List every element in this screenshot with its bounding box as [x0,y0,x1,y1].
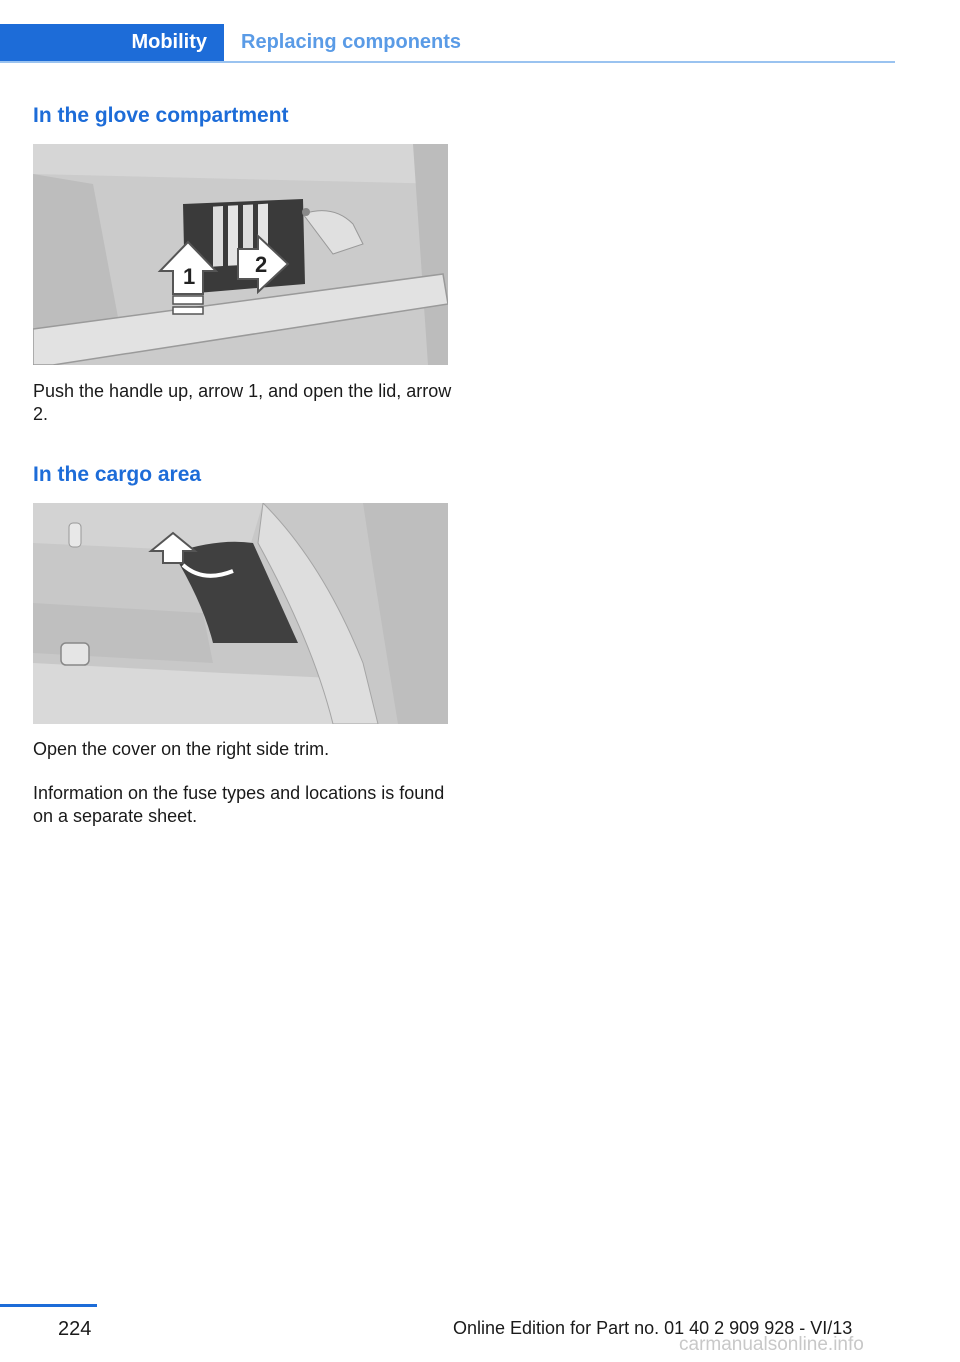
arrow-1-label: 1 [183,264,196,289]
header-rule [0,61,895,63]
glove-compartment-illustration [33,144,448,365]
glove-heading: In the glove compartment [33,104,289,127]
chapter-label: Mobility [131,31,207,53]
section-label: Replacing components [241,31,462,53]
cargo-heading: In the cargo area [33,463,202,486]
glove-instruction: Push the handle up, arrow 1, and open the lid, arrow 2. [33,381,452,424]
page-header [0,24,895,62]
chapter-tab[interactable] [0,24,224,61]
page-number: 224 [58,1318,92,1340]
edition-line: Online Edition for Part no. 01 40 2 909 928 - VI/13 [453,1318,853,1338]
cargo-instruction: Open the cover on the right side trim. [33,739,330,759]
watermark: carmanualsonline.info [679,1334,864,1355]
section-tab[interactable] [241,24,461,61]
cargo-area-illustration [33,503,448,724]
arrow-2-label: 2 [255,252,268,277]
footer-rule [0,1304,97,1307]
fuse-info-text: Information on the fuse types and locations is found on a separate sheet. [33,783,445,826]
